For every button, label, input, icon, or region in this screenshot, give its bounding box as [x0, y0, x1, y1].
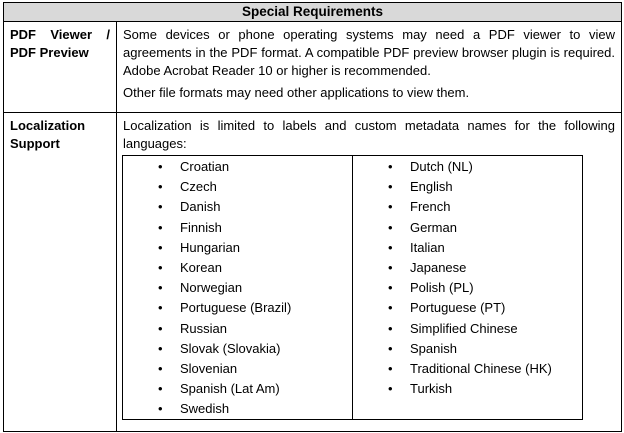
language-item — [123, 278, 352, 298]
bullet-icon: • — [158, 320, 163, 336]
bullet-icon: • — [388, 179, 393, 195]
languages-table — [122, 155, 583, 420]
localization-row — [4, 113, 622, 432]
language-name: Portuguese (Brazil) — [180, 300, 292, 316]
bullet-icon: • — [388, 219, 393, 235]
localization-content — [117, 113, 622, 432]
pdf-viewer-label — [4, 22, 117, 113]
language-item — [123, 399, 352, 419]
bullet-icon: • — [158, 239, 163, 255]
bullet-icon: • — [388, 159, 393, 174]
language-item — [353, 258, 582, 278]
language-item — [353, 278, 582, 298]
language-name: Czech — [180, 179, 217, 195]
language-item — [123, 177, 352, 197]
language-name: Finnish — [180, 219, 222, 235]
language-name: Japanese — [410, 259, 467, 275]
left-language-list — [123, 157, 352, 419]
languages-left-column — [123, 156, 353, 420]
pdf-label-line1 — [10, 26, 110, 44]
language-name: Slovenian — [180, 360, 238, 376]
language-name: Spanish (Lat Am) — [180, 381, 280, 397]
bullet-icon: • — [388, 199, 393, 215]
language-name: Traditional Chinese (HK) — [410, 360, 552, 376]
right-language-list — [353, 157, 582, 399]
language-name: Slovak (Slovakia) — [180, 340, 281, 356]
language-item — [123, 359, 352, 379]
pdf-label-slash: / — [106, 27, 110, 42]
bullet-icon: • — [158, 300, 163, 316]
pdf-viewer-row — [4, 22, 622, 113]
bullet-icon: • — [158, 381, 163, 397]
bullet-icon: • — [158, 199, 163, 215]
language-item — [353, 298, 582, 318]
language-name: Italian — [410, 239, 445, 255]
bullet-icon: • — [388, 239, 393, 255]
language-name: French — [410, 199, 451, 215]
language-item — [353, 218, 582, 238]
language-name: Hungarian — [180, 239, 240, 255]
bullet-icon: • — [158, 179, 163, 195]
pdf-viewer-paragraph: Some devices or phone operating systems may need a PDF viewer to view agreements in the PDF format. A compatible PDF preview browser plugin is required. Adobe Acrobat Reader 10 or higher is recommended. — [123, 27, 615, 78]
language-name: Norwegian — [180, 280, 243, 296]
language-name: Croatian — [180, 159, 230, 174]
table-title: Special Requirements — [4, 3, 622, 22]
bullet-icon: • — [158, 159, 163, 174]
special-requirements-table — [3, 2, 622, 432]
localization-label-line1: Localization — [10, 118, 86, 133]
localization-intro: Localization is limited to labels and custom metadata names for the following languages: — [123, 118, 615, 151]
language-item — [353, 238, 582, 258]
language-item — [123, 157, 352, 177]
language-name: English — [410, 179, 453, 195]
bullet-icon: • — [388, 340, 393, 356]
bullet-icon: • — [388, 280, 393, 296]
language-name: Simplified Chinese — [410, 320, 518, 336]
other-formats-paragraph: Other file formats may need other applications to view them. — [123, 85, 470, 100]
language-name: Russian — [180, 320, 227, 336]
language-name: Korean — [180, 259, 222, 275]
language-item — [123, 258, 352, 278]
language-name: Turkish — [410, 381, 453, 397]
pdf-label-word1: PDF — [10, 27, 36, 42]
bullet-icon: • — [158, 280, 163, 296]
language-item — [353, 319, 582, 339]
language-item — [123, 319, 352, 339]
language-item — [123, 379, 352, 399]
bullet-icon: • — [388, 320, 393, 336]
language-item — [353, 177, 582, 197]
language-item — [123, 218, 352, 238]
pdf-label-line2: PDF Preview — [10, 45, 89, 60]
language-item — [353, 359, 582, 379]
language-name: Danish — [180, 199, 221, 215]
languages-right-column — [353, 156, 583, 420]
language-name: Swedish — [180, 401, 230, 417]
language-item — [353, 197, 582, 217]
bullet-icon: • — [388, 259, 393, 275]
bullet-icon: • — [158, 340, 163, 356]
bullet-icon: • — [388, 360, 393, 376]
language-item — [123, 298, 352, 318]
language-item — [123, 197, 352, 217]
language-item — [123, 238, 352, 258]
language-item — [353, 379, 582, 399]
pdf-label-word2: Viewer — [50, 27, 93, 42]
bullet-icon: • — [158, 401, 163, 417]
language-item — [353, 339, 582, 359]
localization-label-line2: Support — [10, 136, 60, 151]
bullet-icon: • — [158, 360, 163, 376]
localization-label — [4, 113, 117, 432]
language-name: German — [410, 219, 457, 235]
language-name: Dutch (NL) — [410, 159, 473, 174]
header-row — [4, 3, 622, 22]
language-name: Spanish — [410, 340, 457, 356]
language-name: Polish (PL) — [410, 280, 474, 296]
bullet-icon: • — [158, 219, 163, 235]
bullet-icon: • — [388, 300, 393, 316]
bullet-icon: • — [388, 381, 393, 397]
language-item — [123, 339, 352, 359]
bullet-icon: • — [158, 259, 163, 275]
language-item — [353, 157, 582, 177]
pdf-viewer-content — [117, 22, 622, 113]
language-name: Portuguese (PT) — [410, 300, 506, 316]
